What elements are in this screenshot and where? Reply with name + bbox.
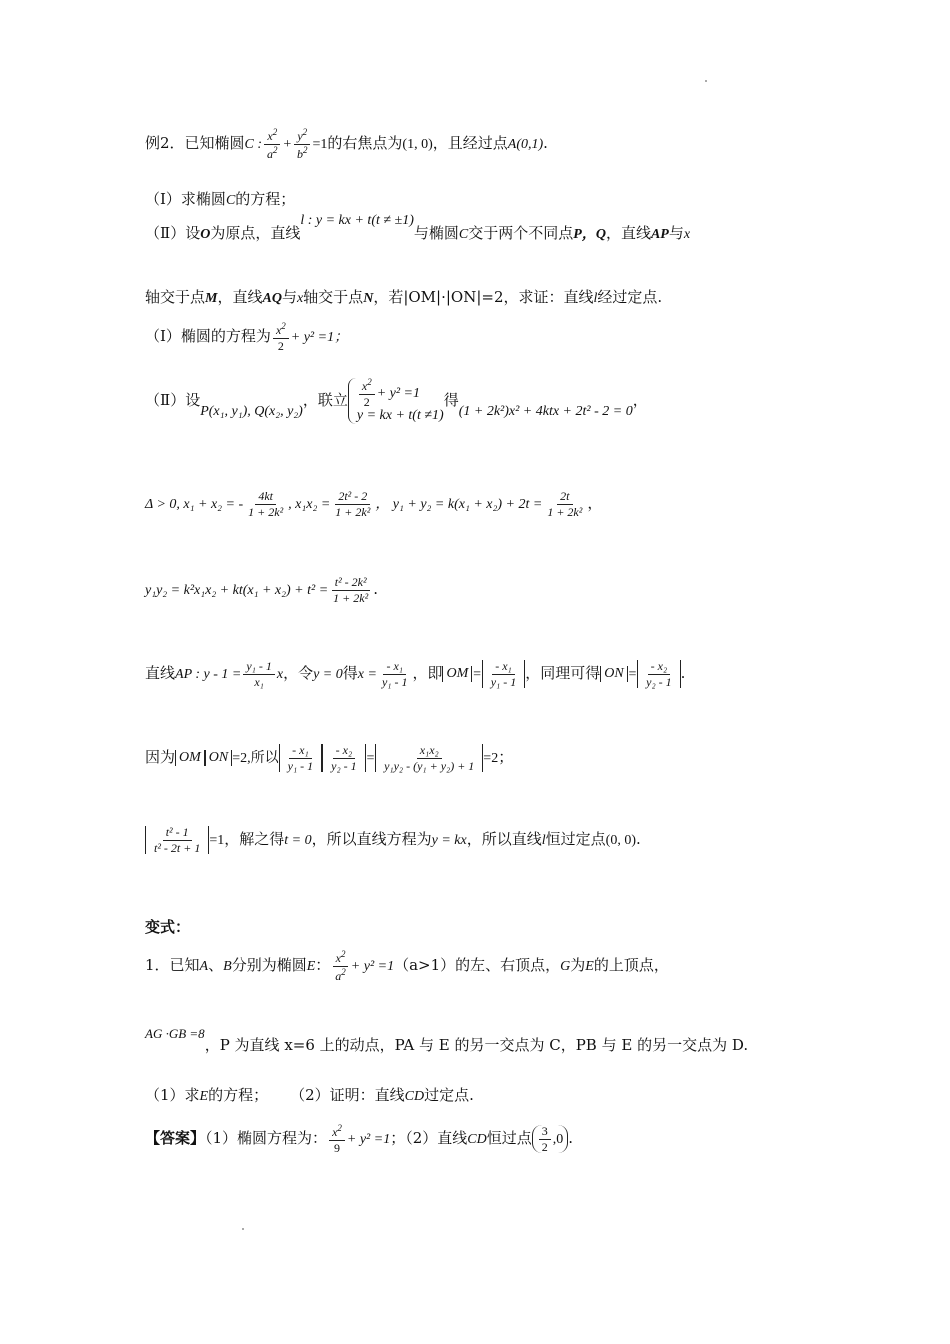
frac-4kt: $\frac{4kt}{\text{1 + 2k²}}$	[248, 489, 284, 519]
solution2-setup: （Ⅱ）设P(x₁, y₁), Q(x₂, y₂)，联立 $\frac{x^2}{2}$ + y² =1 y = kx + t(t ≠1) 得(1 + 2k²)x² + 4ktx + 2t² - 2 = 0，	[145, 377, 648, 424]
abs-om: $\frac{\text{- x₁}}{\text{y₁ - 1}}$	[482, 660, 526, 688]
x2-over-a2-variant: $\frac{x^2}{a^2}$	[332, 950, 349, 982]
line-ap: 直线AP : y - 1 = $\frac{\text{y₁ - 1}}{\text{x₁}}$ x，令y = 0得x = $\frac{\text{- x₁}}{\text{y₁ - 1}}$ ，即 OM = $\frac{\text{- x₁}}{\text{y₁ - 1}}$ ，同理可得 ON = $\frac{\text{- x₂}}{\text{y₂ - 1}}$ .	[145, 659, 686, 689]
x2-over-a2: $\frac{x^2}{a^2}$	[264, 128, 281, 160]
part2-question-line2: 轴交于点M，直线AQ与x轴交于点N，若|OM|·|ON|=2，求证：直线l经过定点.	[145, 288, 663, 306]
because-line: 因为 OM ON =2,所以 $\frac{\text{- x₁}}{\text{y₁ - 1}}$ $\frac{\text{- x₂}}{\text{y₂ - 1}}$ = $\frac{\text{x₁x₂}}{\text{y₁y₂ - (y₁ + y₂) + 1}}$ =2；	[145, 743, 514, 773]
y-product: y₁y₂ = k²x₁x₂ + kt(x₁ + x₂) + t² = $\frac{\text{t² - 2k²}}{\text{1 + 2k²}}$ .	[145, 575, 378, 605]
solution1: （Ⅰ）椭圆的方程为 $\frac{x^2}{2}$ + y² =1；	[145, 321, 349, 353]
abs-b: $\frac{\text{- x₂}}{\text{y₂ - 1}}$	[322, 744, 366, 772]
frac-x: $\frac{\text{- x₁}}{\text{y₁ - 1}}$	[381, 659, 408, 689]
abs-a: $\frac{\text{- x₁}}{\text{y₁ - 1}}$	[279, 744, 323, 772]
final-line: $\frac{\text{t² - 1}}{\text{t² - 2t + 1}}$ =1，解之得t = 0，所以直线方程为y = kx，所以直线l恒过定点(0, 0).	[145, 826, 641, 854]
frac-2t2: $\frac{\text{2t² - 2}}{\text{1 + 2k²}}$	[335, 489, 371, 519]
y2-over-b2: $\frac{y^2}{b^2}$	[294, 128, 311, 160]
variant-q1-line2: AG ·GB =8，P 为直线 x=6 上的动点，PA 与 E 的另一交点为 C，PB 与 E 的另一交点为 D.	[145, 1026, 749, 1054]
example2-intro: 例2．已知椭圆C : $\frac{x^2}{a^2}$ + $\frac{y^2}{b^2}$ =1的右焦点为(1, 0)，且经过点A(0,1).	[145, 127, 548, 161]
vieta-relations: Δ > 0, x₁ + x₂ = - $\frac{4kt}{\text{1 + 2k²}}$ , x₁x₂ = $\frac{\text{2t² - 2}}{\text{1 + 2k²}}$ ， y₁ + y₂ = k(x₁ + x₂) + 2t = $\frac{2t}{\text{1 + 2k²}}$ ，	[145, 489, 603, 519]
abs-on: $\frac{\text{- x₂}}{\text{y₂ - 1}}$	[637, 660, 681, 688]
variant-title: 变式：	[145, 918, 191, 936]
x2-over-9: $\frac{x^2}{9}$	[329, 1124, 345, 1154]
x2-over-2: $\frac{x^2}{2}$	[273, 322, 289, 352]
frac-yprod: $\frac{\text{t² - 2k²}}{\text{1 + 2k²}}$	[333, 575, 369, 605]
variant-answer: 【答案】（1）椭圆方程为： $\frac{x^2}{9}$ + y² =1；（2）直线CD恒过点 $\frac{3}{2}$ ,0 .	[145, 1123, 573, 1155]
frac-2t: $\frac{2t}{\text{1 + 2k²}}$	[547, 489, 583, 519]
variant-q1-line1: 1．已知A、B分别为椭圆E： $\frac{x^2}{a^2}$ + y² =1（a>1）的左、右顶点，G为E的上顶点，	[145, 949, 669, 983]
variant-subquestions: （1）求E的方程； （2）证明：直线CD过定点.	[145, 1086, 474, 1104]
page-mark	[705, 80, 707, 82]
equation-system: $\frac{x^2}{2}$ + y² =1 y = kx + t(t ≠1)	[348, 378, 444, 424]
fixed-point-3-2: $\frac{3}{2}$ ,0	[532, 1125, 569, 1153]
abs-c: $\frac{\text{x₁x₂}}{\text{y₁y₂ - (y₁ + y₂) + 1}}$	[375, 744, 483, 772]
abs-final: $\frac{\text{t² - 1}}{\text{t² - 2t + 1}}$	[145, 826, 209, 854]
page-mark-bottom	[242, 1228, 244, 1230]
part2-question-line1: （Ⅱ）设O为原点，直线l : y = kx + t(t ≠ ±1)与椭圆C交于两个不同点P，Q，直线AP与x	[145, 213, 691, 242]
part1-question: （Ⅰ）求椭圆C的方程；	[145, 190, 296, 208]
frac-slope: $\frac{\text{y₁ - 1}}{\text{x₁}}$	[243, 660, 275, 688]
